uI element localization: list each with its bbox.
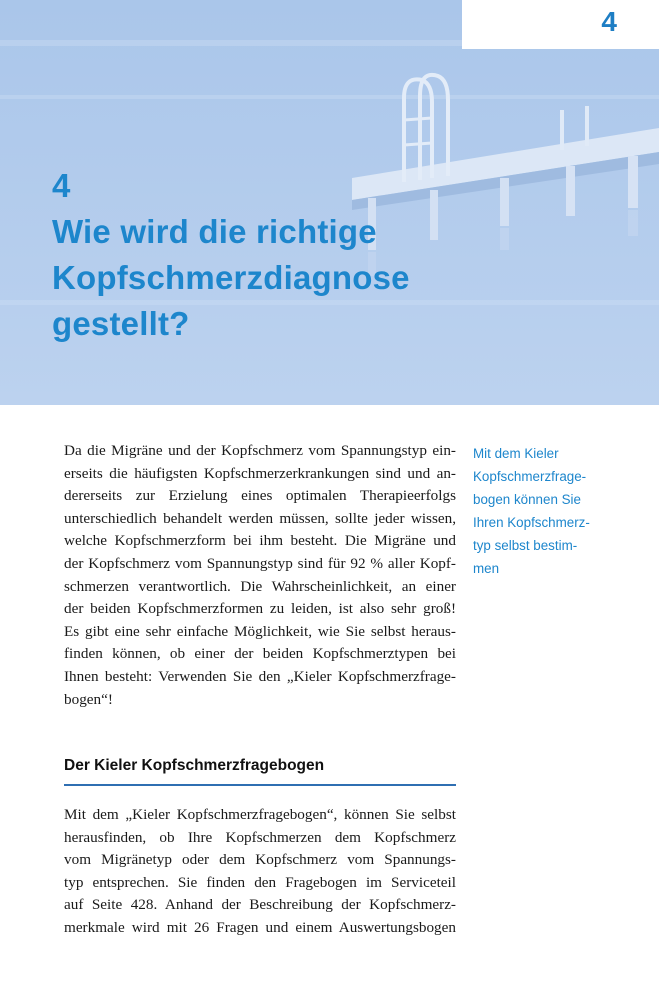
text-line: erseits die häufigsten Kopfschmerzerkrankungen sind und an- <box>64 464 456 482</box>
text-line: vom Migränetyp oder dem Kopfschmerz vom Spannungs- <box>64 851 456 869</box>
margin-note <box>473 442 643 580</box>
margin-note-line: Mit dem Kieler <box>473 446 559 461</box>
chapter-title-line: Wie wird die richtige <box>52 213 377 250</box>
margin-note-line: Ihren Kopfschmerz- <box>473 515 590 530</box>
chapter-tab <box>462 0 659 49</box>
chapter-hero-image <box>0 0 659 405</box>
margin-note-line: typ selbst bestim- <box>473 538 578 553</box>
margin-note-line: Kopfschmerzfrage- <box>473 469 587 484</box>
margin-note-line: bogen können Sie <box>473 492 581 507</box>
section-heading: Der Kieler Kopfschmerzfragebogen <box>64 757 325 774</box>
text-line: Ihnen besteht: Verwenden Sie den „Kieler Kopfschmerzfrage- <box>64 667 456 685</box>
text-line: der beiden Kopfschmerzformen zu leiden, ist also sehr groß! <box>64 600 456 618</box>
text-line: der Kopfschmerz vom Spannungstyp sind für 92 % aller Kopf- <box>64 554 456 572</box>
text-line: bogen“! <box>64 690 113 708</box>
chapter-number: 4 <box>52 167 71 204</box>
chapter-tab-number: 4 <box>601 6 617 37</box>
text-line: auf Seite 428. Anhand der Beschreibung der Kopfschmerz- <box>64 896 456 914</box>
text-line: unterschiedlich behandelt werden müssen, sollte jeder wissen, <box>64 509 456 527</box>
text-line: typ entsprechen. Sie finden den Fragebogen im Serviceteil <box>64 873 456 891</box>
chapter-title-line: Kopfschmerzdiagnose <box>52 259 410 296</box>
text-line: finden können, ob einer der beiden Kopfschmerztypen bei <box>64 645 456 663</box>
intro-paragraph <box>64 440 456 711</box>
text-line: dererseits zur Erzielung eines optimalen Therapieerfolgs <box>64 487 456 505</box>
text-line: herausfinden, ob Ihre Kopfschmerzen dem Kopfschmerz <box>64 828 456 846</box>
text-line: merkmale wird mit 26 Fragen und einem Auswertungsbogen <box>64 918 456 936</box>
text-line: welche Kopfschmerzform bei ihm besteht. Die Migräne und <box>64 532 456 550</box>
chapter-title-line: gestellt? <box>52 305 190 342</box>
margin-note-line: men <box>473 561 500 576</box>
text-line: Da die Migräne und der Kopfschmerz vom Spannungstyp ein- <box>64 442 456 459</box>
chapter-heading <box>52 163 410 347</box>
text-line: Mit dem „Kieler Kopfschmerzfragebogen“, können Sie selbst <box>64 806 456 823</box>
text-line: schmerzen verantwortlich. Die Wahrscheinlichkeit, an einer <box>64 577 456 595</box>
section-divider <box>64 784 456 786</box>
text-line: Es gibt eine sehr einfache Möglichkeit, wie Sie selbst heraus- <box>64 622 456 640</box>
section-paragraph <box>64 804 456 940</box>
